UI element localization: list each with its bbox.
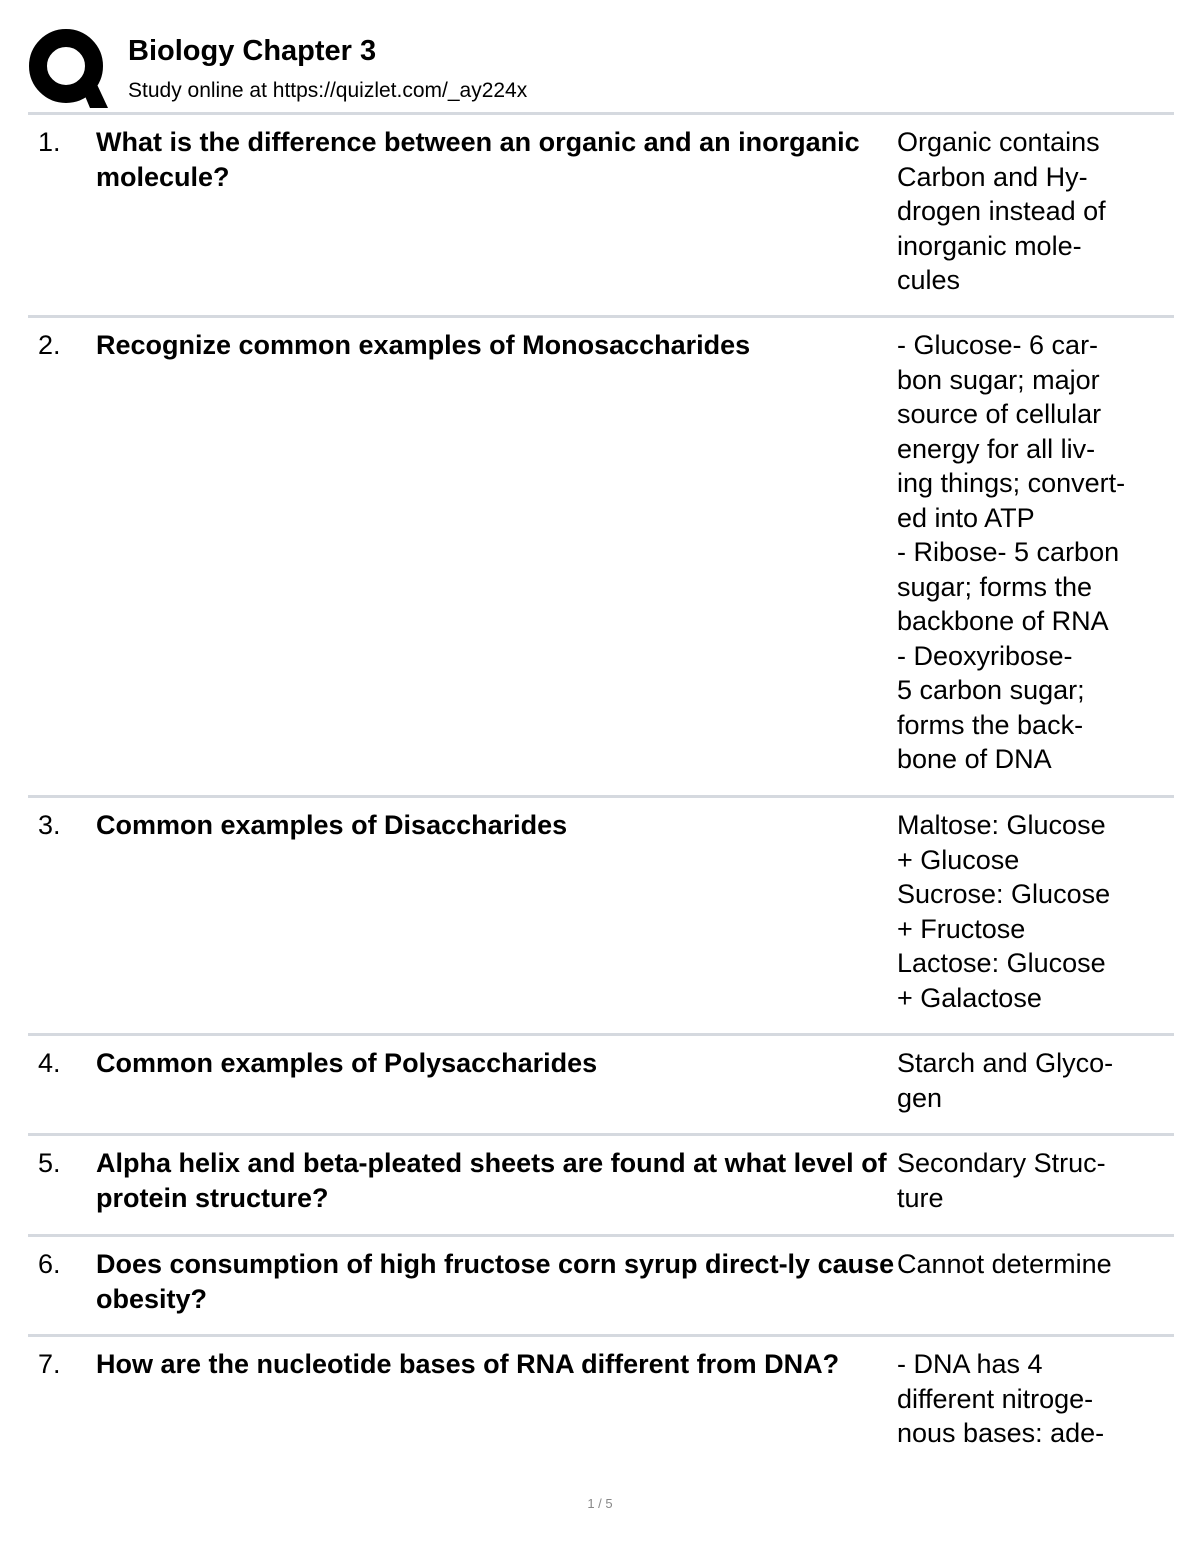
card-term: What is the difference between an organic and an inorganic molecule? [96, 127, 860, 192]
card-term: Recognize common examples of Monosaccharides [96, 330, 751, 360]
set-title: Biology Chapter 3 [128, 35, 377, 67]
card-definition: Cannot determine [897, 1249, 1112, 1279]
divider [28, 1334, 1174, 1337]
card-number: 7. [38, 1349, 61, 1379]
divider [28, 1133, 1174, 1136]
card-number: 1. [38, 127, 61, 157]
card-definition: - DNA has 4 different nitroge- nous bases: ade- [897, 1349, 1105, 1448]
divider [28, 795, 1174, 798]
divider [28, 315, 1174, 318]
card-term: Common examples of Disaccharides [96, 810, 568, 840]
card-number: 5. [38, 1148, 61, 1178]
page-indicator: 1 / 5 [587, 1496, 613, 1511]
card-number: 6. [38, 1249, 61, 1279]
card-term: Does consumption of high fructose corn syrup direct-ly cause obesity? [96, 1249, 895, 1314]
card-term: Alpha helix and beta-pleated sheets are found at what level of protein structure? [96, 1148, 887, 1213]
card-number: 3. [38, 810, 61, 840]
quizlet-logo-icon [28, 28, 108, 108]
card-definition: Maltose: Glucose + Glucose Sucrose: Glucose + Fructose Lactose: Glucose + Galactose [897, 810, 1111, 1013]
card-number: 2. [38, 330, 61, 360]
divider [28, 1234, 1174, 1237]
card-definition: Organic contains Carbon and Hy- drogen instead of inorganic mole- cules [897, 127, 1106, 295]
card-term: Common examples of Polysaccharides [96, 1048, 598, 1078]
divider [28, 1033, 1174, 1036]
study-online-link[interactable]: Study online at https://quizlet.com/_ay224x [128, 79, 528, 102]
card-definition: Secondary Struc- ture [897, 1148, 1106, 1213]
card-term: How are the nucleotide bases of RNA different from DNA? [96, 1349, 840, 1379]
page-header [28, 28, 1174, 110]
card-definition: - Glucose- 6 car- bon sugar; major source of cellular energy for all liv- ing things; convert- ed into ATP - Ribose- 5 carbon sugar; forms the backbone of RNA - Deoxyribose- 5 carbon sugar; forms the back- bone of DNA [897, 330, 1126, 774]
card-number: 4. [38, 1048, 61, 1078]
divider [28, 112, 1174, 115]
card-definition: Starch and Glyco- gen [897, 1048, 1114, 1113]
